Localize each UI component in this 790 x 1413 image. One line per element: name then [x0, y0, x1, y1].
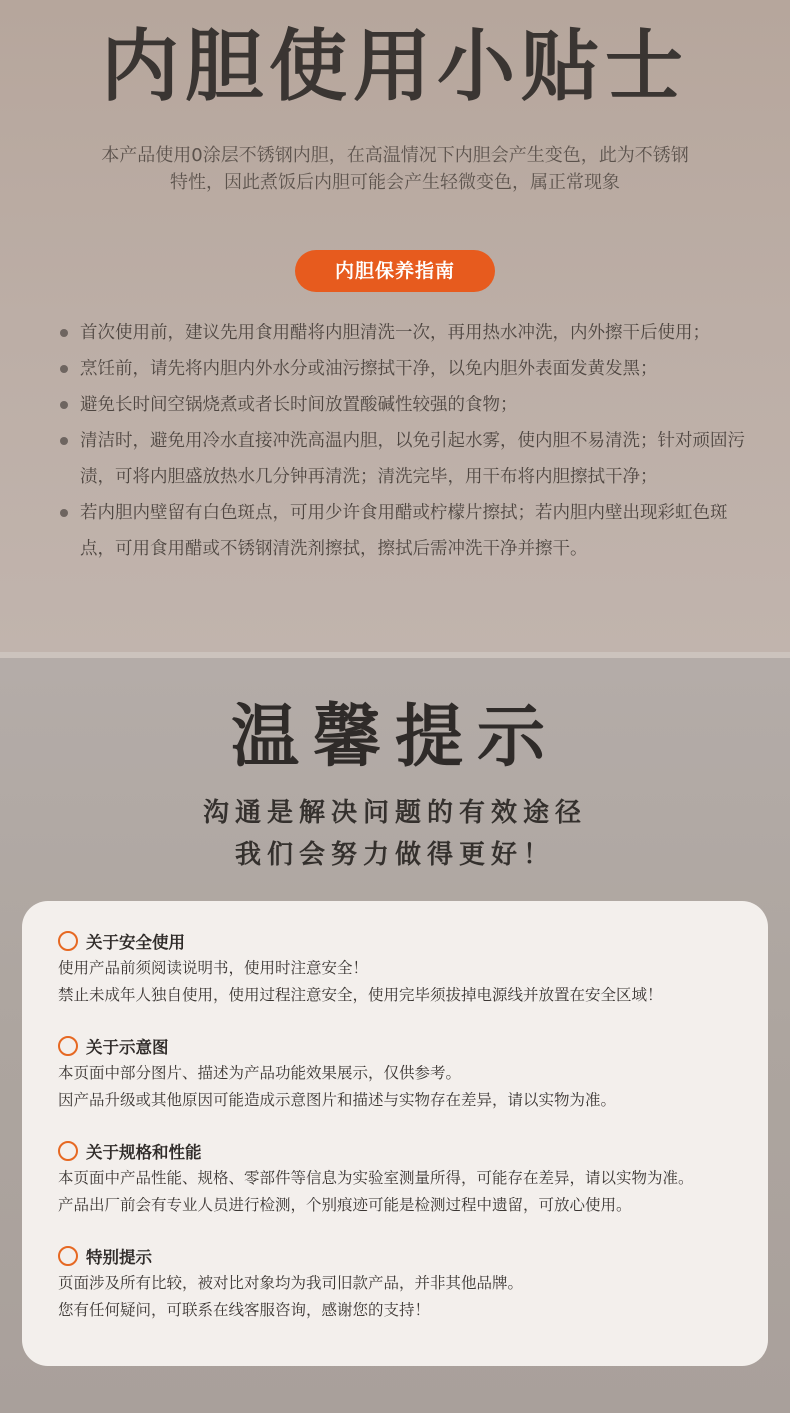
circle-icon: [58, 1246, 78, 1266]
bullet-icon: [60, 329, 68, 337]
guide-item: [58, 351, 748, 387]
tip-title: 关于安全使用: [86, 933, 185, 952]
tip-line: 使用产品前须阅读说明书，使用时注意安全！: [58, 959, 369, 977]
intro-line: 特性，因此煮饭后内胆可能会产生轻微变色，属正常现象: [170, 172, 620, 193]
tip-title: 关于示意图: [86, 1038, 169, 1057]
intro-text: [60, 142, 730, 196]
bullet-icon: [60, 365, 68, 373]
tip-line: 您有任何疑问，可联系在线客服咨询，感谢您的支持！: [58, 1301, 431, 1319]
guide-item: [58, 315, 748, 351]
guide-item-text: 若内胆内壁留有白色斑点，可用少许食用醋或柠檬片擦拭；若内胆内壁出现彩虹色斑点，可用食用醋或不锈钢清洗剂擦拭，擦拭后需冲洗干净并擦干。: [80, 503, 728, 559]
tip-header: [58, 1244, 748, 1268]
tip-line: 产品出厂前会有专业人员进行检测，个别痕迹可能是检测过程中遗留，可放心使用。: [58, 1196, 632, 1214]
guide-item-text: 烹饪前，请先将内胆内外水分或油污擦拭干净，以免内胆外表面发黄发黑；: [80, 359, 658, 379]
warm-tips-title: 温馨提示: [230, 698, 559, 777]
tip-header: [58, 1139, 748, 1163]
tip-body: [58, 955, 748, 1009]
guide-list: [58, 315, 748, 567]
guide-item-text: 避免长时间空锅烧煮或者长时间放置酸碱性较强的食物；: [80, 395, 518, 415]
tip-line: 本页面中部分图片、描述为产品功能效果展示，仅供参考。: [58, 1064, 462, 1082]
tip-line: 本页面中产品性能、规格、零部件等信息为实验室测量所得，可能存在差异，请以实物为准。: [58, 1169, 694, 1187]
tip-illustration: [58, 1034, 748, 1114]
tip-body: [58, 1060, 748, 1114]
guide-item: [58, 423, 748, 495]
warm-tips-subtitle: 沟通是解决问题的有效途径: [202, 798, 587, 828]
intro-line: 本产品使用0涂层不锈钢内胆，在高温情况下内胆会产生变色，此为不锈钢: [101, 145, 689, 166]
guide-item-text: 清洁时，避免用冷水直接冲洗高温内胆，以免引起水雾，使内胆不易清洗；针对顽固污渍，可将内胆盛放热水几分钟再清洗；清洗完毕，用干布将内胆擦拭干净；: [80, 431, 745, 487]
usage-tips-section: [0, 0, 790, 652]
tip-special: [58, 1244, 748, 1324]
tip-body: [58, 1270, 748, 1324]
guide-label-badge: 内胆保养指南: [295, 250, 495, 292]
bullet-icon: [60, 437, 68, 445]
tips-card: [22, 901, 768, 1366]
circle-icon: [58, 1036, 78, 1056]
bullet-icon: [60, 401, 68, 409]
tip-safety: [58, 929, 748, 1009]
tip-body: [58, 1165, 748, 1219]
circle-icon: [58, 1141, 78, 1161]
tip-specs: [58, 1139, 748, 1219]
tip-header: [58, 1034, 748, 1058]
tip-header: [58, 929, 748, 953]
warm-tips-subtitle: 我们会努力做得更好！: [234, 840, 555, 870]
tip-line: 页面涉及所有比较，被对比对象均为我司旧款产品，并非其他品牌。: [58, 1274, 524, 1292]
tip-line: 禁止未成年人独自使用，使用过程注意安全，使用完毕须拔掉电源线并放置在安全区域！: [58, 986, 663, 1004]
tip-title: 关于规格和性能: [86, 1143, 202, 1162]
page-title: 内胆使用小贴士: [100, 22, 689, 112]
tip-title: 特别提示: [86, 1248, 152, 1267]
tip-line: 因产品升级或其他原因可能造成示意图片和描述与实物存在差异，请以实物为准。: [58, 1091, 617, 1109]
guide-item-text: 首次使用前，建议先用食用醋将内胆清洗一次，再用热水冲洗，内外擦干后使用；: [80, 323, 710, 343]
guide-item: [58, 495, 748, 567]
guide-item: [58, 387, 748, 423]
circle-icon: [58, 931, 78, 951]
bullet-icon: [60, 509, 68, 517]
warm-tips-section: [0, 658, 790, 1413]
